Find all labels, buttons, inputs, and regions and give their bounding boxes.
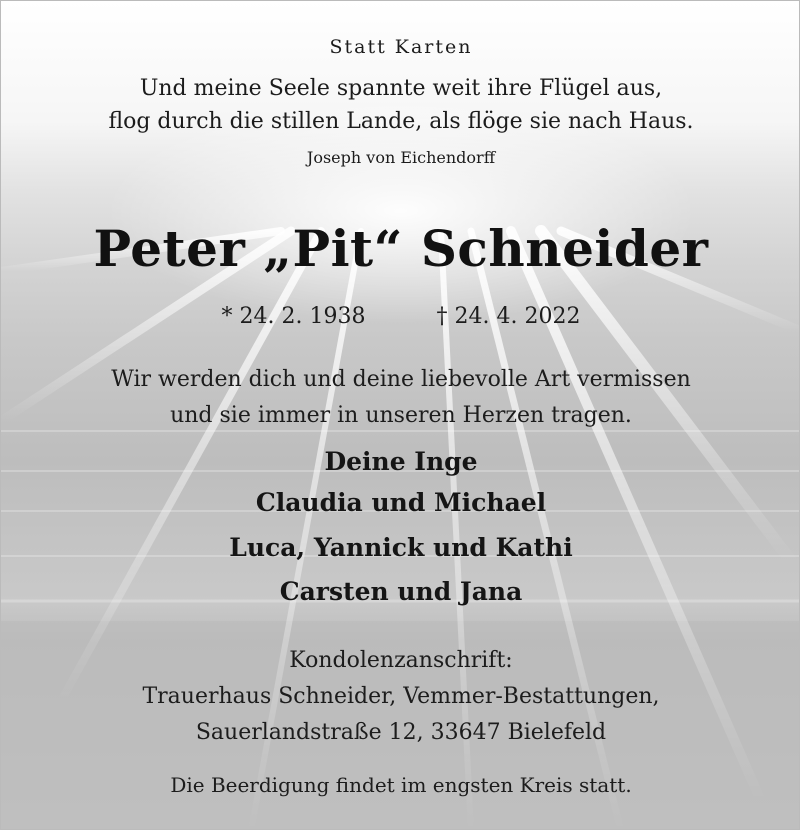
birth-date: * 24. 2. 1938 [221, 304, 366, 329]
message-line-1: Wir werden dich und deine liebevolle Art vermissen [111, 367, 691, 392]
notice-content [1, 1, 800, 830]
message-line-2: und sie immer in unseren Herzen tragen. [170, 403, 632, 428]
statt-karten-heading: Statt Karten [329, 36, 473, 58]
poem-author: Joseph von Eichendorff [306, 148, 496, 167]
death-date: † 24. 4. 2022 [436, 304, 581, 329]
funeral-note: Die Beerdigung findet im engsten Kreis statt. [170, 773, 632, 797]
condolence-address-line-1: Trauerhaus Schneider, Vemmer-Bestattungen, [142, 684, 660, 709]
deceased-name: Peter „Pit“ Schneider [93, 219, 709, 278]
poem-line-1: Und meine Seele spannte weit ihre Flügel aus, [139, 76, 663, 101]
mourner-name: Claudia und Michael [255, 488, 547, 517]
mourner-name: Carsten und Jana [279, 577, 523, 606]
mourner-name: Luca, Yannick und Kathi [229, 533, 573, 562]
life-dates [1, 304, 800, 329]
poem-line-2: flog durch die stillen Lande, als flöge sie nach Haus. [108, 109, 694, 134]
condolence-label: Kondolenzanschrift: [289, 648, 513, 673]
mourner-name: Deine Inge [324, 447, 478, 476]
condolence-address-line-2: Sauerlandstraße 12, 33647 Bielefeld [195, 720, 607, 745]
